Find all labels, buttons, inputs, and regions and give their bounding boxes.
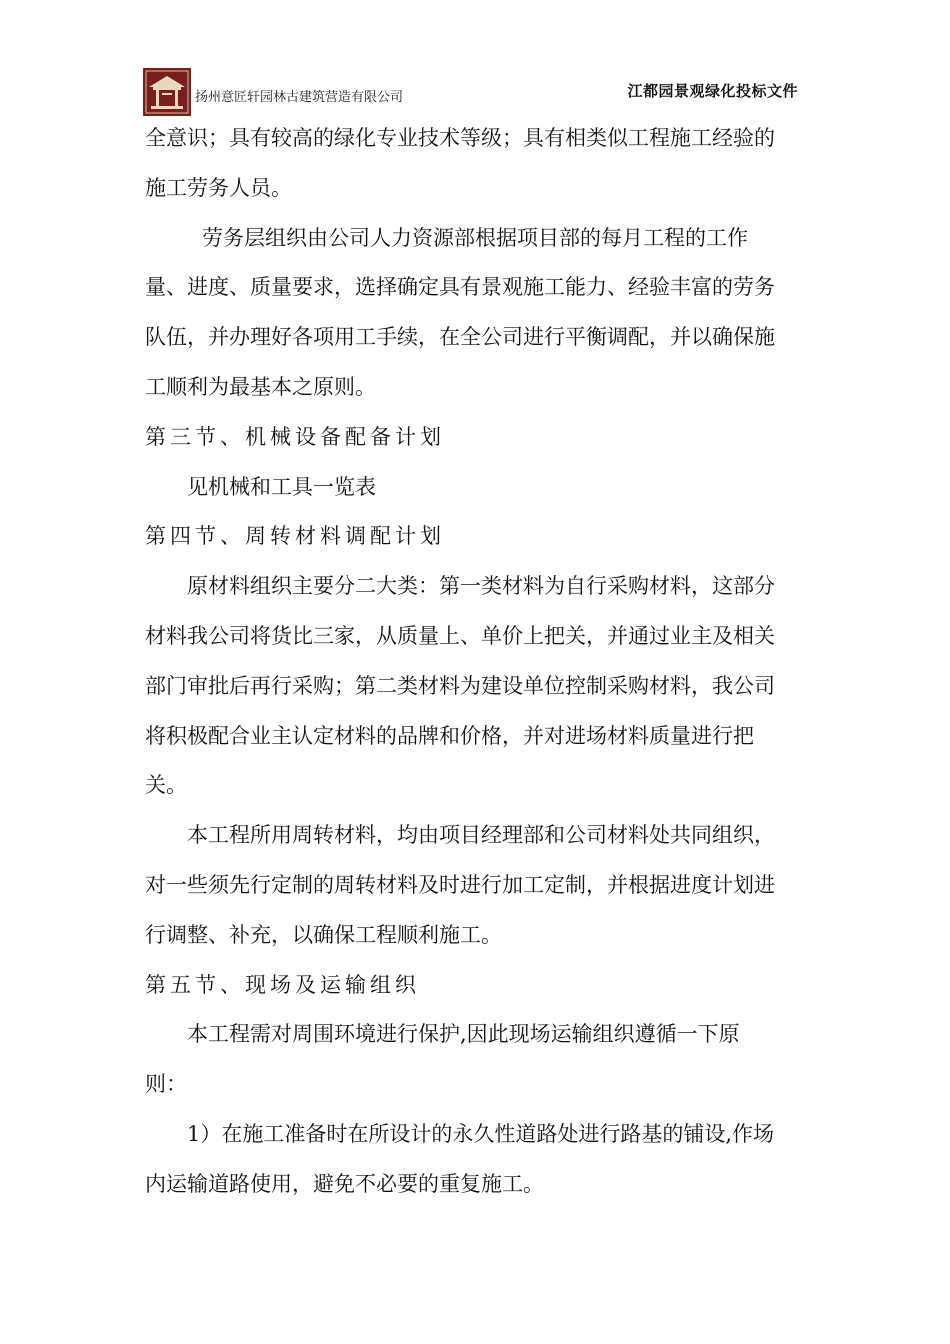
text-line: 1）在施工准备时在所设计的永久性道路处进行路基的铺设,作场 xyxy=(187,1121,775,1146)
text-line: 本工程所用周转材料，均由项目经理部和公司材料处共同组织， xyxy=(187,823,775,848)
text-line: 工顺利为最基本之原则。 xyxy=(145,374,376,399)
text-line: 将积极配合业主认定材料的品牌和价格，并对进场材料质量进行把 xyxy=(145,723,754,748)
document-title: 江都园景观绿化投标文件 xyxy=(627,82,798,100)
pavilion-logo-icon xyxy=(143,68,191,116)
document-body xyxy=(145,114,810,1210)
text-line: 队伍，并办理好各项用工手续，在全公司进行平衡调配，并以确保施 xyxy=(145,325,775,350)
section-heading: 第四节、周转材料调配计划 xyxy=(145,524,445,549)
section-heading: 第五节、现场及运输组织 xyxy=(145,972,420,997)
text-line: 部门审批后再行采购；第二类材料为建设单位控制采购材料，我公司 xyxy=(145,673,775,698)
text-line: 本工程需对周围环境进行保护,因此现场运输组织遵循一下原 xyxy=(187,1022,740,1047)
text-line: 原材料组织主要分二大类：第一类材料为自行采购材料，这部分 xyxy=(187,574,775,599)
company-name: 扬州意匠轩园林古建筑营造有限公司 xyxy=(195,90,404,105)
text-line: 则： xyxy=(145,1072,187,1097)
text-line: 对一些须先行定制的周转材料及时进行加工定制，并根据进度计划进 xyxy=(145,872,775,897)
text-line: 内运输道路使用，避免不必要的重复施工。 xyxy=(145,1171,544,1196)
text-line: 见机械和工具一览表 xyxy=(187,474,376,499)
text-line: 关。 xyxy=(145,773,187,798)
text-line: 施工劳务人员。 xyxy=(145,175,292,200)
text-line: 劳务层组织由公司人力资源部根据项目部的每月工程的工作 xyxy=(202,225,748,250)
section-heading: 第三节、机械设备配备计划 xyxy=(145,424,445,449)
text-line: 全意识；具有较高的绿化专业技术等级；具有相类似工程施工经验的 xyxy=(145,126,775,150)
text-line: 行调整、补充，以确保工程顺利施工。 xyxy=(145,922,502,947)
text-line: 量、进度、质量要求，选择确定具有景观施工能力、经验丰富的劳务 xyxy=(145,275,775,300)
page-header xyxy=(143,68,808,118)
text-line: 材料我公司将货比三家，从质量上、单价上把关，并通过业主及相关 xyxy=(145,623,775,648)
